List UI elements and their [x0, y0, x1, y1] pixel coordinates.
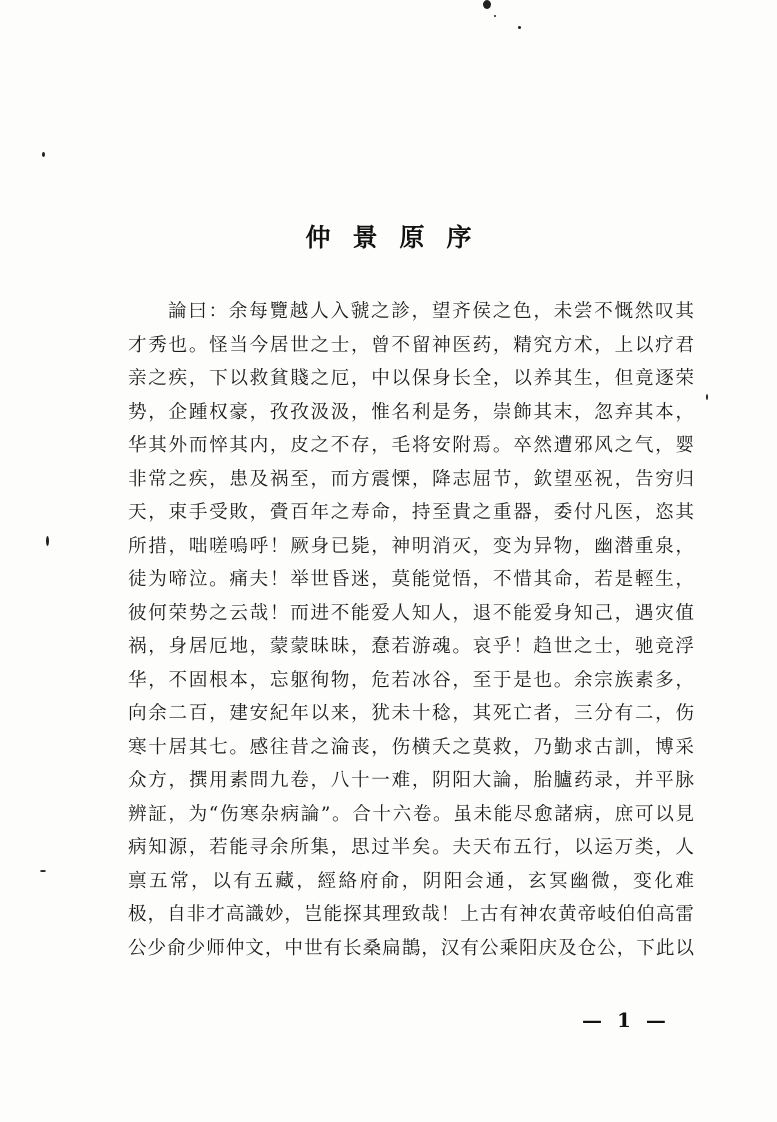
- text-line: 非常之疾，患及祸至，而方震慄，降志屈节，欽望巫祝，告穷归: [128, 468, 694, 490]
- text-line: 华其外而悴其内，皮之不存，毛将安附焉。卒然遭邪风之气，婴: [128, 435, 694, 456]
- text-line: 彼何荣势之云哉！而进不能爱人知人，退不能爱身知己，遇灾值: [128, 602, 694, 624]
- text-line: 才秀也。怪当今居世之士，曾不留神医药，精究方术，上以疗君: [128, 334, 694, 356]
- text-line: 禀五常，以有五藏，經絡府俞，阴阳会通，玄冥幽微，变化难: [128, 870, 694, 892]
- preface-paragraph: [128, 295, 694, 965]
- text-line: 众方，撰用素問九卷，八十一难，阴阳大論，胎臚药录，并平脉: [128, 770, 694, 791]
- text-line: 寒十居其七。感往昔之淪丧，伤横夭之莫救，乃勤求古訓，博采: [128, 736, 694, 758]
- text-line: 亲之疾，下以救貧賤之厄，中以保身长全，以养其生，但竟逐荣: [128, 368, 694, 389]
- text-line: 祸，身居厄地，蒙蒙昧昧，惷若游魂。哀乎！趋世之士，驰竞浮: [128, 636, 694, 657]
- text-line: 公少俞少师仲文，中世有长桑扁鵲，汉有公乘阳庆及仓公，下此以: [128, 937, 694, 959]
- scan-speck: [42, 152, 45, 157]
- text-line: 势，企踵权豪，孜孜汲汲，惟名利是务，崇飾其末，忽弃其本，: [128, 401, 694, 423]
- text-line: 病知源，若能寻余所集，思过半矣。夫天布五行，以运万类，人: [128, 837, 694, 858]
- text-line: 向余二百，建安紀年以来，犹未十稔，其死亡者，三分有二，伤: [128, 703, 694, 724]
- scan-speck: [706, 394, 708, 400]
- text-line: 徒为啼泣。痛夫！举世昏迷，莫能觉悟，不惜其命，若是輕生，: [128, 569, 694, 590]
- scan-speck: [46, 536, 49, 546]
- text-line: 天，束手受敗，賫百年之寿命，持至貴之重器，委付凡医，恣其: [128, 502, 694, 523]
- scan-speck: [494, 15, 496, 17]
- scan-speck: [483, 0, 491, 9]
- text-line: 辨証，为“伤寒杂病論”。合十六卷。虽未能尽愈諸病，庶可以見: [128, 803, 694, 825]
- text-line: 論曰：余每覽越人入虢之診，望齐侯之色，未尝不慨然叹其: [168, 301, 694, 322]
- page-number: — 1 —: [582, 1008, 670, 1032]
- scan-speck: [518, 26, 521, 29]
- text-line: 极，自非才高識妙，岂能探其理致哉！上古有神农黄帝岐伯伯高雷: [128, 904, 694, 925]
- text-line: 华，不固根本，忘躯徇物，危若冰谷，至于是也。余宗族素多，: [128, 669, 694, 691]
- scan-speck: [40, 870, 46, 872]
- page-title: 仲景原序: [305, 223, 494, 252]
- text-line: 所措，咄嗟嗚呼！厥身已毙，神明消灭，变为异物，幽潜重泉，: [128, 535, 694, 557]
